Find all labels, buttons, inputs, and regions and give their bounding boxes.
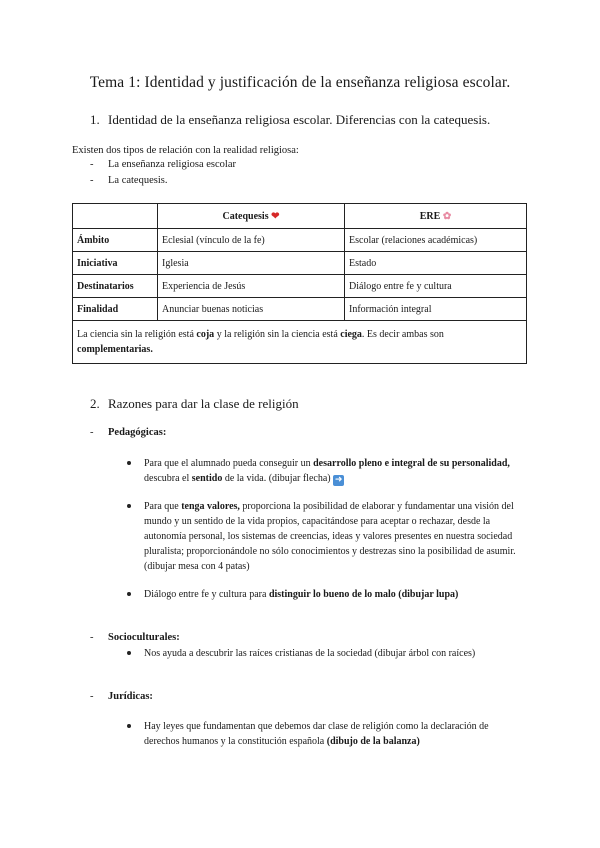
pedagogicas-label: - Pedagógicas: <box>90 427 167 438</box>
bullet-icon <box>127 592 131 596</box>
table-header-cell: Catequesis ❤ <box>158 204 345 229</box>
section-1-heading <box>90 112 490 128</box>
socioculturales-label: - Socioculturales: <box>90 632 180 643</box>
table-row <box>73 252 527 275</box>
juridicas-bullet-1: Hay leyes que fundamentan que debemos dar clase de religión como la declaración de derechos humanos y la constitución española (dibujo de la balanza) <box>144 719 524 749</box>
table-note: La ciencia sin la religión está coja y la religión sin la ciencia está ciega. Es decir ambas son complementarias. <box>73 321 527 364</box>
heart-icon: ❤ <box>271 210 280 222</box>
table-cell: Eclesial (vínculo de la fe) <box>158 229 345 252</box>
table-cell: Estado <box>345 252 527 275</box>
page-title: Tema 1: Identidad y justificación de la enseñanza religiosa escolar. <box>89 74 511 91</box>
table-cell: Iniciativa <box>73 252 158 275</box>
section-2-number: 2. <box>90 396 100 411</box>
bullet-icon <box>127 504 131 508</box>
brain-icon: ✿ <box>442 210 452 222</box>
table-cell: Iglesia <box>158 252 345 275</box>
table-row <box>73 298 527 321</box>
table-cell: Experiencia de Jesús <box>158 275 345 298</box>
comparison-table <box>72 203 527 364</box>
section-2-heading-text: Razones para dar la clase de religión <box>108 396 299 411</box>
table-header-cell <box>73 204 158 229</box>
pedagogicas-bullet-1: Para que el alumnado pueda conseguir un desarrollo pleno e integral de su personalidad, descubra el sentido de la vida. (dibujar flecha) ➜ <box>144 456 524 486</box>
socioculturales-bullet-1: Nos ayuda a descubrir las raíces cristianas de la sociedad (dibujar árbol con raíces) <box>144 646 524 661</box>
arrow-right-icon: ➜ <box>334 475 343 485</box>
table-cell: Finalidad <box>73 298 158 321</box>
table-header-cell: ERE ✿ <box>345 204 527 229</box>
relation-types-list <box>90 157 236 189</box>
pedagogicas-bullet-3: Diálogo entre fe y cultura para distinguir lo bueno de lo malo (dibujar lupa) <box>144 587 524 602</box>
table-row <box>73 275 527 298</box>
section-1-intro: Existen dos tipos de relación con la realidad religiosa: <box>72 145 299 156</box>
section-1-heading-text: Identidad de la enseñanza religiosa escolar. Diferencias con la catequesis. <box>108 112 491 127</box>
section-2-heading <box>90 396 299 412</box>
bullet-icon <box>127 651 131 655</box>
table-note-row <box>73 321 527 364</box>
table-cell: Escolar (relaciones académicas) <box>345 229 527 252</box>
table-cell: Información integral <box>345 298 527 321</box>
table-header-row <box>73 204 527 229</box>
table-cell: Anunciar buenas noticias <box>158 298 345 321</box>
list-item: - La enseñanza religiosa escolar <box>90 159 236 170</box>
bullet-icon <box>127 461 131 465</box>
list-item: - La catequesis. <box>90 175 168 186</box>
table-cell: Destinatarios <box>73 275 158 298</box>
table-cell: Ámbito <box>73 229 158 252</box>
table-cell: Diálogo entre fe y cultura <box>345 275 527 298</box>
table-row <box>73 229 527 252</box>
pedagogicas-bullet-2: Para que tenga valores, proporciona la posibilidad de elaborar y fundamentar una visión del mundo y un sentido de la vida propios, capacitándose para aceptar o rechazar, desde la autonomía personal, los sistemas de creencias, ideas y valores presentes en nuestra sociedad pluralista; proporcionándole no sólo conocimientos y destrezas sino la posibilidad de asumir. (dibujar mesa con 4 patas) <box>144 499 524 574</box>
juridicas-label: - Jurídicas: <box>90 691 153 702</box>
section-1-number: 1. <box>90 112 100 127</box>
bullet-icon <box>127 724 131 728</box>
